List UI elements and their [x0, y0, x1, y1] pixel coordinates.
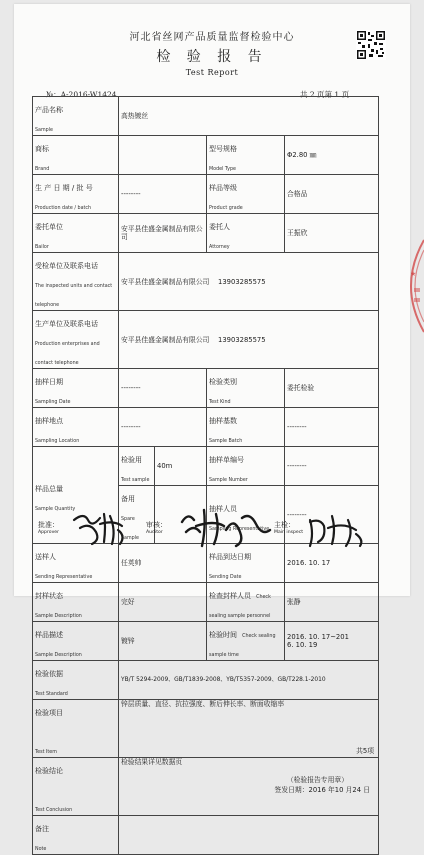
approver-signature	[70, 506, 130, 548]
row-product-name: 产品名称 Sample 高热镀丝	[33, 97, 379, 136]
row-brand-model: 商标 Brand 型号规格 Model Type Φ2.80 ㎜	[33, 136, 379, 175]
qr-code-icon	[356, 30, 386, 60]
product-name-value: 高热镀丝	[119, 97, 379, 136]
report-title-en: Test Report	[185, 68, 239, 77]
row-date-grade: 生 产 日 期 / 批 号 Production date / batch -------- 样品等级 Product grade 合格品	[33, 175, 379, 214]
row-sample-quantity-a: 样品总量 Sample Quantity 检验用 Test sample 40m 抽样单编号 Sample Number --------	[33, 447, 379, 486]
test-standard-value: YB/T 5294-2009、GB/T1839-2008、YB/T5357-2009、GB/T228.1-2010	[119, 661, 379, 700]
test-time-value: 2016. 10. 17~201 6. 10. 19	[285, 622, 379, 661]
report-title: 检 验 报 告	[156, 49, 268, 65]
row-sample-quantity-b: 备用 Spare Sample 抽样人员 Sampling Representative --------	[33, 486, 379, 544]
main-inspect-label: 主检： Main inspect	[274, 521, 304, 535]
institute-name: 河北省丝网产品质量监督检验中心	[129, 32, 295, 43]
row-production-unit: 生产单位及联系电话 Production enterprises and contact telephone 安平县佳盛金属制品有限公司 13903285575	[33, 311, 379, 369]
issue-date: 签发日期：2016 年10 月24 日	[274, 786, 370, 794]
bailor-value: 安平县佳盛金属制品有限公司	[119, 214, 207, 253]
main-inspect-signature	[304, 510, 370, 550]
auditor-label: 审核： Auditor	[146, 521, 167, 535]
production-unit-value: 安平县佳盛金属制品有限公司 13903285575	[119, 311, 379, 369]
inspected-unit-phone: 13903285575	[218, 277, 266, 286]
test-items-value: 锌层质量、直径、抗拉强度、断后伸长率、断面收缩率	[121, 700, 285, 708]
row-sending: 送样人 Sending Representative 任英帅 样品到达日期 Sending Date 2016. 10. 17	[33, 544, 379, 583]
row-test-items: 检验项目 Test Item 锌层质量、直径、抗拉强度、断后伸长率、断面收缩率 共5项	[33, 700, 379, 758]
grade-value: 合格品	[285, 175, 379, 214]
seal-stamp-icon	[396, 236, 424, 336]
auditor-signature	[178, 502, 274, 550]
row-inspected-unit: 受检单位及联系电话 The inspected units and contact telephone 安平县佳盛金属制品有限公司 13903285575	[33, 253, 379, 311]
report-number: №：A-2016-W1424	[46, 90, 117, 99]
test-kind-value: 委托检验	[285, 369, 379, 408]
production-unit-phone: 13903285575	[218, 335, 266, 344]
row-seal: 封样状态 Sample Description 完好 检查封样人员 Check sealing sample personnel 张静	[33, 583, 379, 622]
sending-date-value: 2016. 10. 17	[285, 544, 379, 583]
inspected-unit-value: 安平县佳盛金属制品有限公司 13903285575	[119, 253, 379, 311]
row-sampling-location: 抽样地点 Sampling Location -------- 抽样基数 Sample Batch --------	[33, 408, 379, 447]
row-test-standard: 检验依据 Test Standard YB/T 5294-2009、GB/T1839-2008、YB/T5357-2009、GB/T228.1-2010	[33, 661, 379, 700]
seal-person-value: 张静	[285, 583, 379, 622]
brand-value	[119, 136, 207, 175]
row-notes: 备注 Note	[33, 816, 379, 855]
stamp-note: （检验报告专用章）	[286, 776, 348, 784]
row-conclusion: 检验结论 Test Conclusion 检验结果详见数据页 （检验报告专用章） 签发日期：2016 年10 月24 日	[33, 758, 379, 816]
test-sample-value: 40m	[155, 447, 207, 486]
product-name-label: 产品名称	[35, 106, 63, 114]
conclusion-value: 检验结果详见数据页	[121, 758, 183, 766]
svg-text:★: ★	[410, 270, 417, 278]
test-items-count: 共5项	[356, 747, 374, 755]
row-sample-desc: 样品描述 Sample Description 镀锌 检验时间 Check sealing sample time 2016. 10. 17~201 6. 10. 19	[33, 622, 379, 661]
row-bailor: 委托单位 Bailor 安平县佳盛金属制品有限公司 委托人 Attorney 王振欣	[33, 214, 379, 253]
approver-label: 批准： Approver	[38, 521, 60, 535]
sending-rep-value: 任英帅	[119, 544, 207, 583]
report-form-table	[32, 96, 379, 855]
model-value: Φ2.80 ㎜	[285, 136, 379, 175]
prod-date-value: --------	[119, 175, 207, 214]
row-sampling-date: 抽样日期 Sampling Date -------- 检验类别 Test Kind 委托检验	[33, 369, 379, 408]
page-count: 共 2 页第 1 页	[300, 90, 350, 99]
notes-value	[119, 816, 379, 855]
attorney-value: 王振欣	[285, 214, 379, 253]
